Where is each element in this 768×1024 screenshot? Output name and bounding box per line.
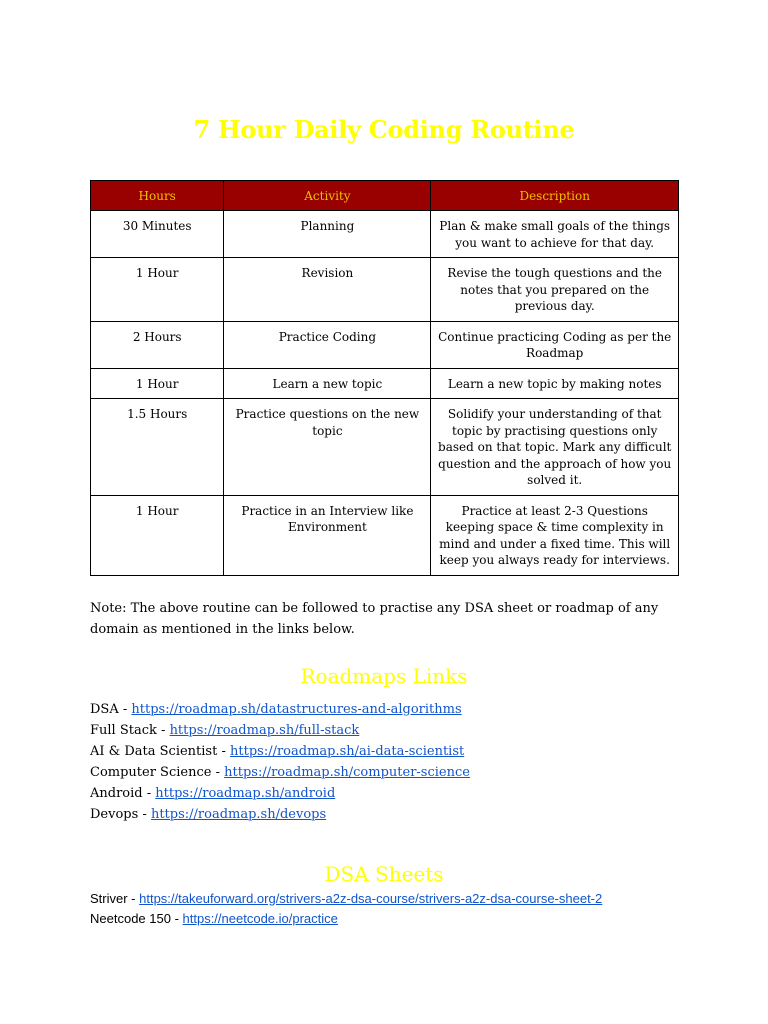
cell-description: Continue practicing Coding as per the Roadmap [431, 321, 679, 368]
roadmaps-list [90, 699, 730, 825]
routine-note: Note: The above routine can be followed to practise any DSA sheet or roadmap of any domain as mentioned in the links below. [90, 601, 659, 637]
roadmap-link-ai-data-scientist[interactable]: https://roadmap.sh/ai-data-scientist [230, 744, 465, 759]
routine-table [90, 180, 679, 576]
cell-description: Solidify your understanding of that topic by practising questions only based on that topic. Mark any difficult question and the approach of how you solved it. [431, 399, 679, 496]
roadmap-label: Android [90, 786, 143, 801]
cell-description: Revise the tough questions and the notes that you prepared on the previous day. [431, 258, 679, 322]
separator: - [170, 911, 183, 926]
sheet-link-neetcode[interactable]: https://neetcode.io/practice [182, 911, 338, 926]
roadmap-label: Devops [90, 807, 139, 822]
table-row [91, 368, 679, 399]
cell-activity: Practice questions on the new topic [224, 399, 431, 496]
dsa-sheets-heading: DSA Sheets [324, 862, 444, 886]
cell-activity: Practice Coding [224, 321, 431, 368]
cell-hours: 1 Hour [91, 368, 224, 399]
sheet-link-striver[interactable]: https://takeuforward.org/strivers-a2z-dsa-course/strivers-a2z-dsa-course-sheet-2 [139, 891, 603, 906]
roadmap-label: AI & Data Scientist [90, 744, 218, 759]
cell-hours: 1 Hour [91, 495, 224, 575]
separator: - [138, 807, 151, 822]
cell-hours: 30 Minutes [91, 211, 224, 258]
cell-activity: Planning [224, 211, 431, 258]
cell-hours: 1 Hour [91, 258, 224, 322]
cell-activity: Learn a new topic [224, 368, 431, 399]
table-header-row [91, 181, 679, 211]
roadmaps-heading: Roadmaps Links [300, 664, 468, 688]
cell-hours: 2 Hours [91, 321, 224, 368]
cell-description: Learn a new topic by making notes [431, 368, 679, 399]
separator: - [156, 723, 170, 738]
roadmap-link-full-stack[interactable]: https://roadmap.sh/full-stack [169, 723, 360, 738]
list-item [90, 804, 730, 825]
table-row [91, 258, 679, 322]
page-title: 7 Hour Daily Coding Routine [193, 115, 575, 144]
sheet-label: Striver [90, 891, 128, 906]
roadmap-link-devops[interactable]: https://roadmap.sh/devops [150, 807, 327, 822]
separator: - [142, 786, 156, 801]
table-row [91, 211, 679, 258]
cell-hours: 1.5 Hours [91, 399, 224, 496]
table-row [91, 495, 679, 575]
table-row [91, 321, 679, 368]
list-item [90, 741, 730, 762]
header-description: Description [431, 181, 679, 211]
header-hours: Hours [91, 181, 224, 211]
cell-description: Practice at least 2-3 Questions keeping space & time complexity in mind and under a fixed time. This will keep you always ready for interviews. [431, 495, 679, 575]
roadmap-label: DSA [90, 702, 119, 717]
separator: - [217, 744, 230, 759]
cell-description: Plan & make small goals of the things you want to achieve for that day. [431, 211, 679, 258]
table-row [91, 399, 679, 496]
separator: - [118, 702, 132, 717]
list-item [90, 889, 750, 909]
roadmap-link-computer-science[interactable]: https://roadmap.sh/computer-science [224, 765, 470, 780]
list-item [90, 762, 730, 783]
list-item [90, 699, 730, 720]
dsa-sheets-list [90, 889, 750, 929]
list-item [90, 909, 750, 929]
roadmap-label: Computer Science [90, 765, 212, 780]
list-item [90, 783, 730, 804]
separator: - [211, 765, 225, 780]
header-activity: Activity [224, 181, 431, 211]
cell-activity: Revision [224, 258, 431, 322]
cell-activity: Practice in an Interview like Environment [224, 495, 431, 575]
sheet-label: Neetcode 150 [90, 911, 171, 926]
roadmap-link-dsa[interactable]: https://roadmap.sh/datastructures-and-algorithms [131, 702, 462, 717]
list-item [90, 720, 730, 741]
roadmap-link-android[interactable]: https://roadmap.sh/android [155, 786, 336, 801]
separator: - [127, 891, 140, 906]
roadmap-label: Full Stack [90, 723, 157, 738]
